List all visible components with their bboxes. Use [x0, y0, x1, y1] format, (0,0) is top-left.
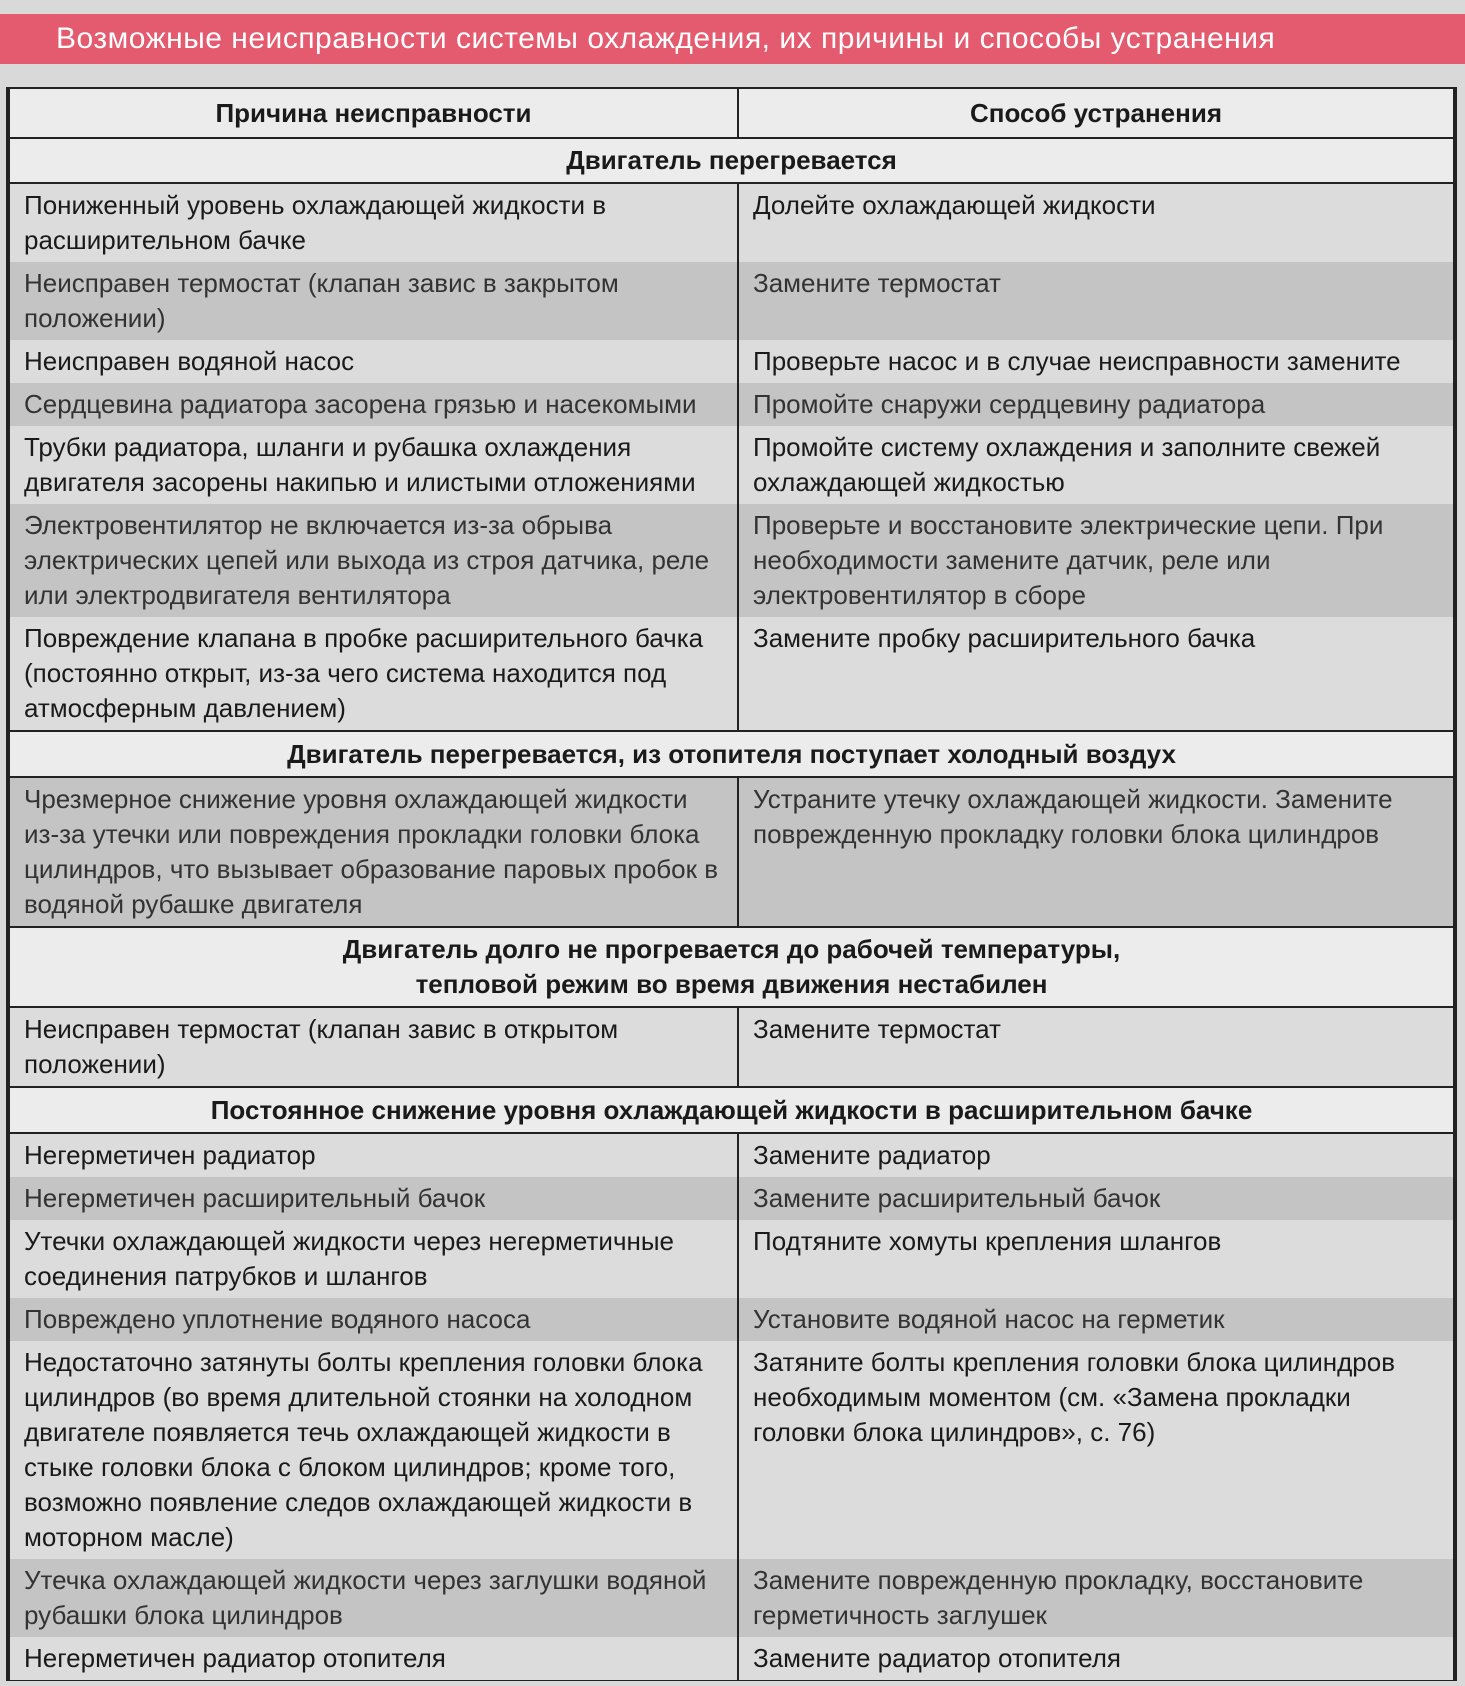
section-title: Двигатель перегревается, из отопителя поступает холодный воздух — [9, 731, 1454, 777]
section-header — [9, 927, 1454, 1007]
cause-cell: Повреждение клапана в пробке расширительного бачка (постоянно открыт, из-за чего система находится под атмосферным давлением) — [9, 617, 738, 731]
cause-cell: Негерметичен расширительный бачок — [9, 1177, 738, 1220]
fix-cell: Замените расширительный бачок — [738, 1177, 1454, 1220]
fix-cell: Замените термостат — [738, 262, 1454, 340]
faults-table — [6, 87, 1457, 1681]
section-title: Двигатель перегревается — [9, 138, 1454, 183]
table-row — [9, 1220, 1454, 1298]
cause-cell: Пониженный уровень охлаждающей жидкости в расширительном бачке — [9, 183, 738, 262]
cause-cell: Неисправен термостат (клапан завис в открытом положении) — [9, 1007, 738, 1087]
cause-cell: Негерметичен радиатор отопителя — [9, 1637, 738, 1680]
cause-cell: Недостаточно затянуты болты крепления головки блока цилиндров (во время длительной стоянки на холодном двигателе появляется течь охлаждающей жидкости в стыке головки блока с блоком цилиндров; кроме того, возможно появление следов охлаждающей жидкости в моторном масле) — [9, 1341, 738, 1559]
table-row — [9, 1637, 1454, 1680]
table-row — [9, 1341, 1454, 1559]
fix-cell: Замените поврежденную прокладку, восстановите герметичность заглушек — [738, 1559, 1454, 1637]
cause-cell: Электровентилятор не включается из-за обрыва электрических цепей или выхода из строя датчика, реле или электродвигателя вентилятора — [9, 504, 738, 617]
cause-cell: Чрезмерное снижение уровня охлаждающей жидкости из-за утечки или повреждения прокладки головки блока цилиндров, что вызывает образование паровых пробок в водяной рубашке двигателя — [9, 777, 738, 927]
column-header-cause: Причина неисправности — [9, 89, 738, 138]
cause-cell: Негерметичен радиатор — [9, 1133, 738, 1177]
table-row — [9, 340, 1454, 383]
fix-cell: Замените радиатор отопителя — [738, 1637, 1454, 1680]
cause-cell: Сердцевина радиатора засорена грязью и насекомыми — [9, 383, 738, 426]
page-title: Возможные неисправности системы охлаждения, их причины и способы устранения — [0, 14, 1465, 64]
fix-cell: Проверьте насос и в случае неисправности замените — [738, 340, 1454, 383]
section-title — [9, 927, 1454, 1007]
table-row — [9, 383, 1454, 426]
table-row — [9, 1298, 1454, 1341]
fix-cell: Долейте охлаждающей жидкости — [738, 183, 1454, 262]
section-title: Постоянное снижение уровня охлаждающей жидкости в расширительном бачке — [9, 1087, 1454, 1133]
table-row — [9, 183, 1454, 262]
section-header — [9, 731, 1454, 777]
column-header-fix: Способ устранения — [738, 89, 1454, 138]
cause-cell: Трубки радиатора, шланги и рубашка охлаждения двигателя засорены накипью и илистыми отложениями — [9, 426, 738, 504]
table-row — [9, 1177, 1454, 1220]
cause-cell: Утечки охлаждающей жидкости через негерметичные соединения патрубков и шлангов — [9, 1220, 738, 1298]
table-row — [9, 1007, 1454, 1087]
fix-cell: Подтяните хомуты крепления шлангов — [738, 1220, 1454, 1298]
cause-cell: Неисправен водяной насос — [9, 340, 738, 383]
fix-cell: Проверьте и восстановите электрические цепи. При необходимости замените датчик, реле или электровентилятор в сборе — [738, 504, 1454, 617]
section-header — [9, 1087, 1454, 1133]
cause-cell: Неисправен термостат (клапан завис в закрытом положении) — [9, 262, 738, 340]
cause-cell: Утечка охлаждающей жидкости через заглушки водяной рубашки блока цилиндров — [9, 1559, 738, 1637]
fix-cell: Затяните болты крепления головки блока цилиндров необходимым моментом (см. «Замена прокладки головки блока цилиндров», с. 76) — [738, 1341, 1454, 1559]
cause-cell: Повреждено уплотнение водяного насоса — [9, 1298, 738, 1341]
fix-cell: Устраните утечку охлаждающей жидкости. Замените поврежденную прокладку головки блока цилиндров — [738, 777, 1454, 927]
table-row — [9, 1559, 1454, 1637]
fix-cell: Замените радиатор — [738, 1133, 1454, 1177]
fix-cell: Замените термостат — [738, 1007, 1454, 1087]
table-row — [9, 1133, 1454, 1177]
section-header — [9, 138, 1454, 183]
fix-cell: Промойте снаружи сердцевину радиатора — [738, 383, 1454, 426]
table-header-row — [9, 89, 1454, 138]
section-title-line: тепловой режим во время движения нестабилен — [415, 969, 1048, 999]
fix-cell: Установите водяной насос на герметик — [738, 1298, 1454, 1341]
table-row — [9, 262, 1454, 340]
fix-cell: Промойте систему охлаждения и заполните свежей охлаждающей жидкостью — [738, 426, 1454, 504]
section-title-line: Двигатель долго не прогревается до рабочей температуры, — [342, 934, 1121, 964]
table-row — [9, 777, 1454, 927]
table-row — [9, 426, 1454, 504]
table-row — [9, 504, 1454, 617]
fix-cell: Замените пробку расширительного бачка — [738, 617, 1454, 731]
table-row — [9, 617, 1454, 731]
